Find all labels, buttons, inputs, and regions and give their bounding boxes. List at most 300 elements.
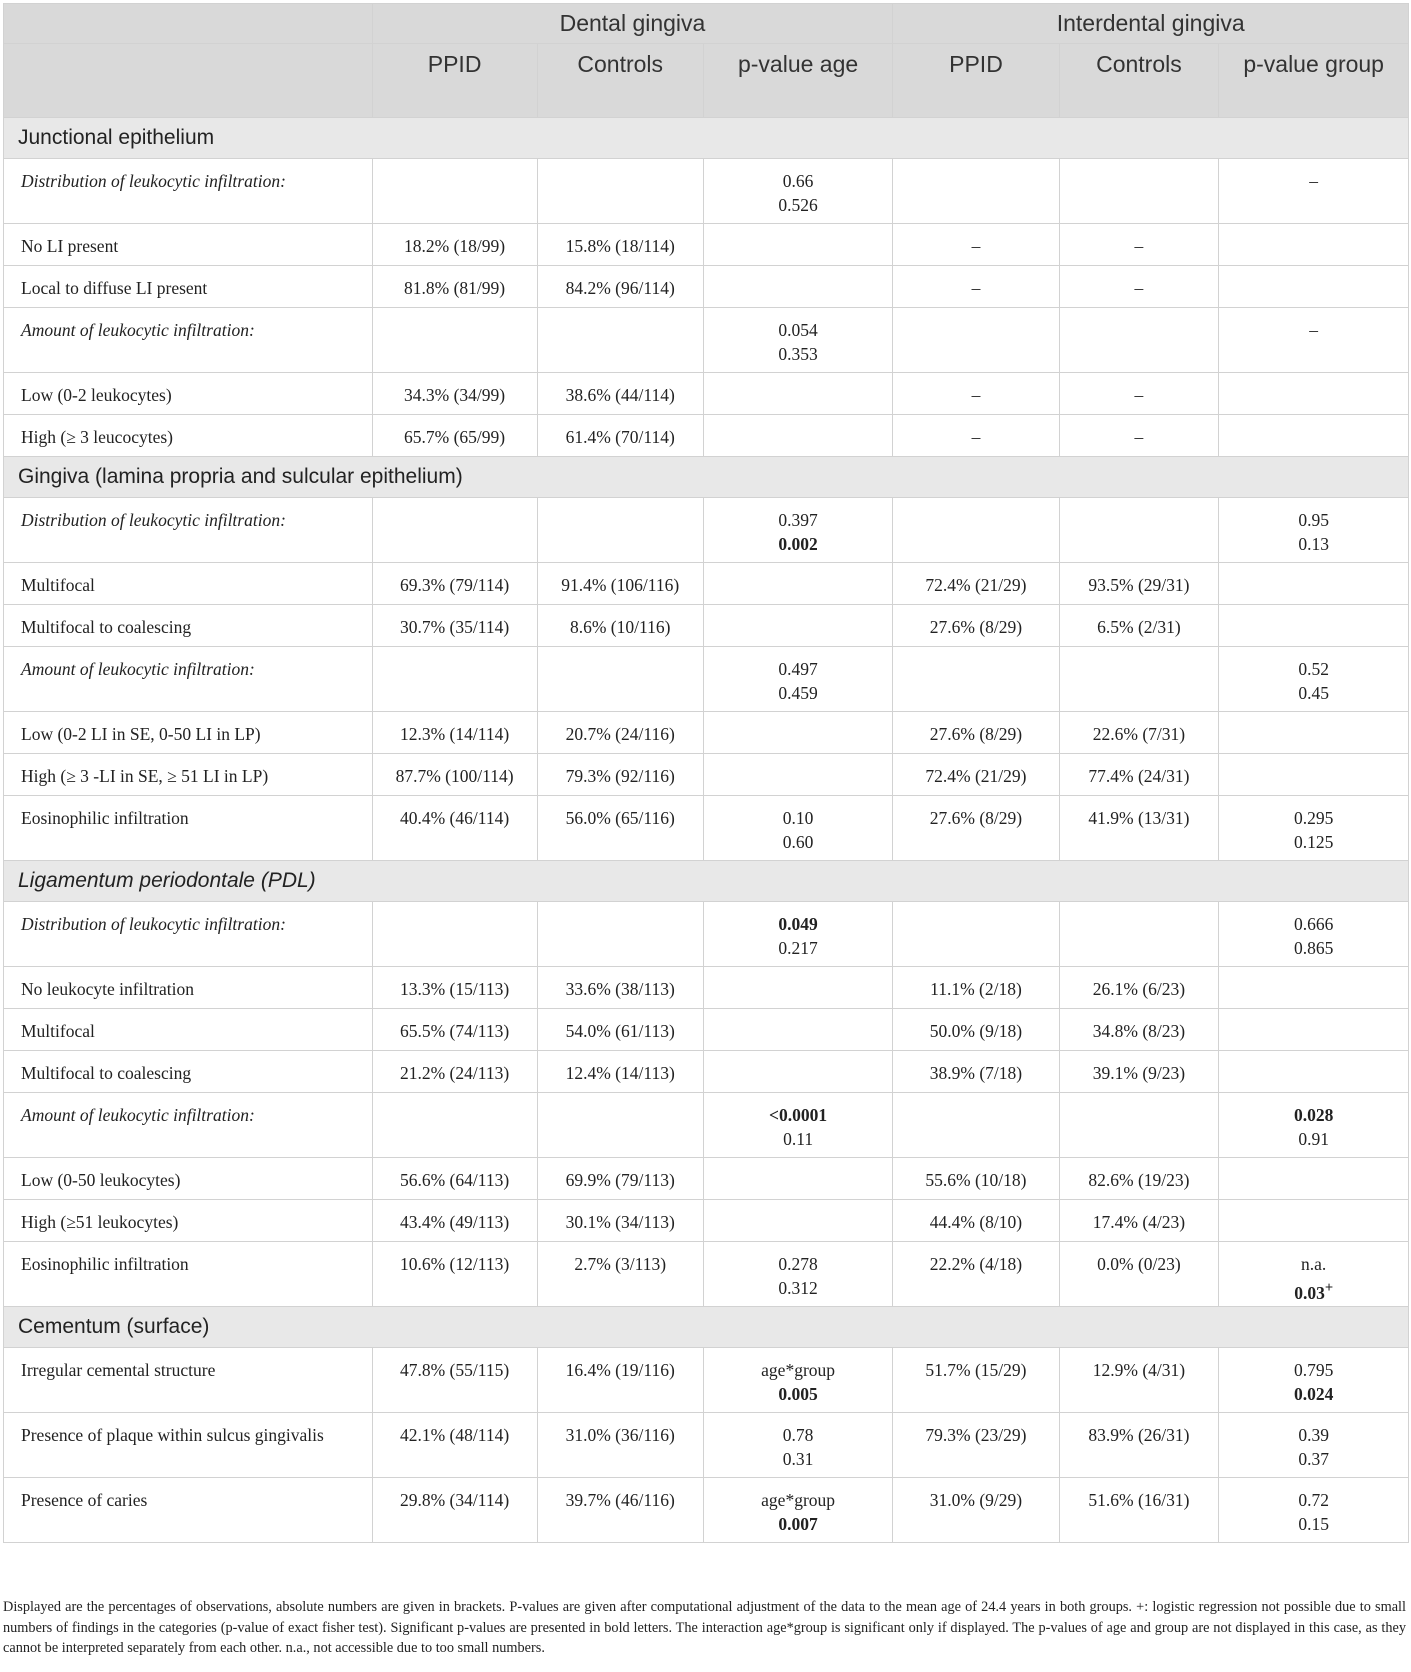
interdental-controls-cell bbox=[1059, 308, 1219, 373]
dental-ppid-cell bbox=[372, 373, 537, 415]
table-row bbox=[4, 159, 1409, 224]
cell-value: – bbox=[1134, 427, 1144, 447]
cell-value: 72.4% (21/29) bbox=[925, 575, 1027, 595]
cell-value: – bbox=[971, 427, 981, 447]
table-row bbox=[4, 902, 1409, 967]
dental-controls-cell bbox=[537, 1051, 703, 1093]
dental-controls-cell bbox=[537, 266, 703, 308]
cell-value: 79.3% (23/29) bbox=[925, 1425, 1027, 1445]
dental-ppid-cell bbox=[372, 605, 537, 647]
dental-controls-cell bbox=[537, 902, 703, 967]
interdental-ppid-cell bbox=[893, 1348, 1059, 1413]
header-col-ppid: PPID bbox=[372, 44, 537, 118]
interdental-ppid-cell bbox=[893, 563, 1059, 605]
p-value-group-cell bbox=[1219, 373, 1409, 415]
table-row bbox=[4, 1348, 1409, 1413]
cell-value-second-line bbox=[1219, 1127, 1408, 1151]
interdental-controls-cell bbox=[1059, 1413, 1219, 1478]
p-value-group-cell bbox=[1219, 902, 1409, 967]
p-value-age-cell bbox=[703, 1478, 893, 1543]
section-title: Junctional epithelium bbox=[4, 118, 1409, 159]
cell-value-second-line bbox=[704, 936, 893, 960]
p-value-group-cell bbox=[1219, 1200, 1409, 1242]
cell-value-text: 0.91 bbox=[1298, 1129, 1329, 1149]
cell-value-second-line bbox=[1219, 936, 1408, 960]
p-value-age-cell bbox=[703, 498, 893, 563]
table-row bbox=[4, 1009, 1409, 1051]
cell-value: 0.10 bbox=[782, 808, 814, 828]
row-label: Local to diffuse LI present bbox=[4, 266, 373, 308]
dental-controls-cell bbox=[537, 224, 703, 266]
row-label: Amount of leukocytic infiltration: bbox=[4, 1093, 373, 1158]
dental-controls-cell bbox=[537, 712, 703, 754]
header-col-controls: Controls bbox=[1059, 44, 1219, 118]
p-value-group-cell bbox=[1219, 266, 1409, 308]
cell-value: 84.2% (96/114) bbox=[565, 278, 675, 298]
cell-value: 34.8% (8/23) bbox=[1092, 1021, 1186, 1041]
interdental-controls-cell bbox=[1059, 712, 1219, 754]
p-value-age-cell bbox=[703, 1051, 893, 1093]
p-value-group-cell bbox=[1219, 712, 1409, 754]
table-row bbox=[4, 1200, 1409, 1242]
cell-value: 12.9% (4/31) bbox=[1092, 1360, 1186, 1380]
cell-value: 20.7% (24/116) bbox=[565, 724, 675, 744]
cell-value-text: 0.459 bbox=[778, 683, 818, 703]
cell-value: 17.4% (4/23) bbox=[1092, 1212, 1186, 1232]
p-value-group-cell bbox=[1219, 967, 1409, 1009]
interdental-ppid-cell bbox=[893, 415, 1059, 457]
cell-value: 15.8% (18/114) bbox=[565, 236, 675, 256]
p-value-group-cell bbox=[1219, 605, 1409, 647]
interdental-controls-cell bbox=[1059, 159, 1219, 224]
dental-controls-cell bbox=[537, 1158, 703, 1200]
cell-value: 65.5% (74/113) bbox=[399, 1021, 510, 1041]
cell-value: 0.028 bbox=[1293, 1105, 1334, 1125]
table-row bbox=[4, 796, 1409, 861]
interdental-ppid-cell bbox=[893, 754, 1059, 796]
dental-controls-cell bbox=[537, 308, 703, 373]
cell-value-second-line bbox=[1219, 1447, 1408, 1471]
cell-value-second-line bbox=[1219, 681, 1408, 705]
row-label: Multifocal to coalescing bbox=[4, 1051, 373, 1093]
dental-ppid-cell bbox=[372, 224, 537, 266]
cell-value: – bbox=[1134, 385, 1144, 405]
p-value-group-cell bbox=[1219, 1158, 1409, 1200]
cell-value: 30.1% (34/113) bbox=[565, 1212, 675, 1232]
dental-ppid-cell bbox=[372, 1158, 537, 1200]
cell-value: 12.3% (14/114) bbox=[399, 724, 510, 744]
row-label: Multifocal bbox=[4, 1009, 373, 1051]
interdental-ppid-cell bbox=[893, 1478, 1059, 1543]
cell-value-second-line bbox=[1219, 1276, 1408, 1305]
cell-value: 12.4% (14/113) bbox=[565, 1063, 675, 1083]
p-value-group-cell bbox=[1219, 1093, 1409, 1158]
interdental-ppid-cell bbox=[893, 1200, 1059, 1242]
cell-value: 16.4% (19/116) bbox=[565, 1360, 675, 1380]
interdental-controls-cell bbox=[1059, 1158, 1219, 1200]
cell-value: 6.5% (2/31) bbox=[1097, 617, 1181, 637]
dental-controls-cell bbox=[537, 1093, 703, 1158]
cell-value: 0.72 bbox=[1298, 1490, 1329, 1510]
table-row bbox=[4, 647, 1409, 712]
p-value-group-cell bbox=[1219, 224, 1409, 266]
dental-controls-cell bbox=[537, 754, 703, 796]
dental-ppid-cell bbox=[372, 159, 537, 224]
header-corner bbox=[4, 44, 373, 118]
dental-ppid-cell bbox=[372, 1348, 537, 1413]
p-value-age-cell bbox=[703, 902, 893, 967]
cell-value: 69.3% (79/114) bbox=[399, 575, 510, 595]
interdental-controls-cell bbox=[1059, 563, 1219, 605]
cell-value-text: 0.002 bbox=[778, 534, 818, 554]
cell-value-text: 0.312 bbox=[778, 1278, 818, 1298]
dental-ppid-cell bbox=[372, 1200, 537, 1242]
section-header-row bbox=[4, 118, 1409, 159]
p-value-age-cell bbox=[703, 563, 893, 605]
interdental-controls-cell bbox=[1059, 967, 1219, 1009]
cell-value-text: 0.13 bbox=[1298, 534, 1329, 554]
superscript-marker: + bbox=[1324, 1280, 1334, 1296]
table-footnote: Displayed are the percentages of observations, absolute numbers are given in brackets. P-values are given after computational adjustment of the data to the mean age of 24.4 years in both groups. +: logistic regression not possible due to small numbers of findings in the categories (p-value of exact fisher test). Significant p-values are presented in bold letters. The interaction age*group is significant only if displayed. The p-values of age and group are not displayed in this case, as they cannot be interpreted separately from each other. n.a., not accessible due to too small numbers. bbox=[3, 1599, 1406, 1656]
interdental-controls-cell bbox=[1059, 902, 1219, 967]
cell-value: 0.78 bbox=[782, 1425, 814, 1445]
cell-value: 56.6% (64/113) bbox=[399, 1170, 510, 1190]
cell-value: 0.66 bbox=[782, 171, 814, 191]
dental-controls-cell bbox=[537, 1242, 703, 1307]
cell-value: 39.1% (9/23) bbox=[1092, 1063, 1186, 1083]
header-column-row bbox=[4, 44, 1409, 118]
row-label: Eosinophilic infiltration bbox=[4, 796, 373, 861]
cell-value-second-line bbox=[704, 1447, 893, 1471]
table-row bbox=[4, 373, 1409, 415]
cell-value-text: 0.007 bbox=[778, 1514, 818, 1534]
cell-value-second-line bbox=[704, 342, 893, 366]
interdental-controls-cell bbox=[1059, 647, 1219, 712]
p-value-group-cell bbox=[1219, 1478, 1409, 1543]
row-label: High (≥51 leukocytes) bbox=[4, 1200, 373, 1242]
p-value-age-cell bbox=[703, 224, 893, 266]
cell-value: 41.9% (13/31) bbox=[1088, 808, 1190, 828]
dental-ppid-cell bbox=[372, 563, 537, 605]
row-label: Irregular cemental structure bbox=[4, 1348, 373, 1413]
p-value-group-cell bbox=[1219, 1242, 1409, 1307]
table-row bbox=[4, 754, 1409, 796]
table-row bbox=[4, 605, 1409, 647]
interdental-ppid-cell bbox=[893, 373, 1059, 415]
interdental-ppid-cell bbox=[893, 1051, 1059, 1093]
interdental-ppid-cell bbox=[893, 159, 1059, 224]
dental-ppid-cell bbox=[372, 754, 537, 796]
dental-controls-cell bbox=[537, 647, 703, 712]
cell-value: – bbox=[1309, 320, 1319, 340]
dental-ppid-cell bbox=[372, 1051, 537, 1093]
p-value-group-cell bbox=[1219, 754, 1409, 796]
p-value-group-cell bbox=[1219, 415, 1409, 457]
cell-value: 29.8% (34/114) bbox=[399, 1490, 510, 1510]
p-value-age-cell bbox=[703, 647, 893, 712]
dental-controls-cell bbox=[537, 498, 703, 563]
interdental-ppid-cell bbox=[893, 224, 1059, 266]
cell-value-second-line bbox=[704, 830, 893, 854]
table-row bbox=[4, 712, 1409, 754]
table-row bbox=[4, 1093, 1409, 1158]
cell-value-text: 0.15 bbox=[1298, 1514, 1329, 1534]
interdental-controls-cell bbox=[1059, 266, 1219, 308]
p-value-age-cell bbox=[703, 796, 893, 861]
p-value-group-cell bbox=[1219, 796, 1409, 861]
interdental-controls-cell bbox=[1059, 1009, 1219, 1051]
cell-value: 30.7% (35/114) bbox=[399, 617, 510, 637]
cell-value: 33.6% (38/113) bbox=[565, 979, 675, 999]
section-title: Ligamentum periodontale (PDL) bbox=[4, 861, 1409, 902]
table-row bbox=[4, 967, 1409, 1009]
table-row bbox=[4, 266, 1409, 308]
row-label: Low (0-2 LI in SE, 0-50 LI in LP) bbox=[4, 712, 373, 754]
cell-value-second-line bbox=[704, 1512, 893, 1536]
p-value-age-cell bbox=[703, 712, 893, 754]
cell-value: 34.3% (34/99) bbox=[404, 385, 506, 405]
cell-value: 54.0% (61/113) bbox=[565, 1021, 675, 1041]
cell-value-text: 0.125 bbox=[1293, 832, 1334, 852]
cell-value: 2.7% (3/113) bbox=[574, 1254, 667, 1274]
cell-value: 0.295 bbox=[1293, 808, 1334, 828]
cell-value-text: 0.865 bbox=[1293, 938, 1334, 958]
cell-value: 43.4% (49/113) bbox=[399, 1212, 510, 1232]
cell-value: – bbox=[971, 278, 981, 298]
dental-controls-cell bbox=[537, 1009, 703, 1051]
cell-value: 61.4% (70/114) bbox=[565, 427, 675, 447]
interdental-ppid-cell bbox=[893, 1093, 1059, 1158]
cell-value: – bbox=[971, 385, 981, 405]
table-row bbox=[4, 563, 1409, 605]
p-value-group-cell bbox=[1219, 1413, 1409, 1478]
dental-ppid-cell bbox=[372, 712, 537, 754]
cell-value: 40.4% (46/114) bbox=[399, 808, 510, 828]
interdental-ppid-cell bbox=[893, 308, 1059, 373]
p-value-group-cell bbox=[1219, 498, 1409, 563]
p-value-age-cell bbox=[703, 1158, 893, 1200]
dental-controls-cell bbox=[537, 967, 703, 1009]
cell-value: age*group bbox=[761, 1360, 836, 1380]
row-label: Multifocal bbox=[4, 563, 373, 605]
table-row bbox=[4, 1478, 1409, 1543]
row-label: Multifocal to coalescing bbox=[4, 605, 373, 647]
table-row bbox=[4, 308, 1409, 373]
dental-ppid-cell bbox=[372, 1413, 537, 1478]
cell-value: 0.278 bbox=[778, 1254, 818, 1274]
cell-value: 47.8% (55/115) bbox=[399, 1360, 510, 1380]
p-value-group-cell bbox=[1219, 647, 1409, 712]
cell-value: 79.3% (92/116) bbox=[565, 766, 675, 786]
header-col-p-value-age: p-value age bbox=[703, 44, 893, 118]
p-value-group-cell bbox=[1219, 563, 1409, 605]
cell-value-second-line bbox=[704, 193, 893, 217]
interdental-controls-cell bbox=[1059, 1348, 1219, 1413]
cell-value: 27.6% (8/29) bbox=[929, 724, 1023, 744]
cell-value-second-line bbox=[704, 1127, 893, 1151]
row-label: Presence of plaque within sulcus gingivalis bbox=[4, 1413, 373, 1478]
cell-value: 0.397 bbox=[778, 510, 818, 530]
table-row bbox=[4, 1242, 1409, 1307]
p-value-group-cell bbox=[1219, 1348, 1409, 1413]
dental-ppid-cell bbox=[372, 1009, 537, 1051]
row-label: Low (0-50 leukocytes) bbox=[4, 1158, 373, 1200]
cell-value: <0.0001 bbox=[769, 1105, 828, 1125]
interdental-controls-cell bbox=[1059, 498, 1219, 563]
dental-controls-cell bbox=[537, 563, 703, 605]
p-value-group-cell bbox=[1219, 1009, 1409, 1051]
cell-value: 22.2% (4/18) bbox=[929, 1254, 1023, 1274]
cell-value: 0.049 bbox=[778, 914, 818, 934]
cell-value: 0.795 bbox=[1293, 1360, 1334, 1380]
cell-value: 81.8% (81/99) bbox=[404, 278, 506, 298]
table-row bbox=[4, 415, 1409, 457]
interdental-ppid-cell bbox=[893, 1242, 1059, 1307]
table-row bbox=[4, 224, 1409, 266]
p-value-age-cell bbox=[703, 373, 893, 415]
table-row bbox=[4, 1051, 1409, 1093]
cell-value: 83.9% (26/31) bbox=[1088, 1425, 1190, 1445]
dental-controls-cell bbox=[537, 1413, 703, 1478]
interdental-controls-cell bbox=[1059, 373, 1219, 415]
header-interdental-gingiva: Interdental gingiva bbox=[893, 4, 1409, 44]
cell-value: 0.497 bbox=[778, 659, 818, 679]
p-value-age-cell bbox=[703, 415, 893, 457]
p-value-age-cell bbox=[703, 754, 893, 796]
cell-value: 0.666 bbox=[1293, 914, 1334, 934]
cell-value-text: 0.005 bbox=[778, 1384, 818, 1404]
cell-value-second-line bbox=[704, 681, 893, 705]
table-row bbox=[4, 1158, 1409, 1200]
row-label: No LI present bbox=[4, 224, 373, 266]
cell-value: 87.7% (100/114) bbox=[395, 766, 514, 786]
interdental-ppid-cell bbox=[893, 605, 1059, 647]
dental-ppid-cell bbox=[372, 266, 537, 308]
dental-ppid-cell bbox=[372, 308, 537, 373]
row-label: Amount of leukocytic infiltration: bbox=[4, 647, 373, 712]
interdental-controls-cell bbox=[1059, 796, 1219, 861]
dental-ppid-cell bbox=[372, 1093, 537, 1158]
cell-value: 82.6% (19/23) bbox=[1088, 1170, 1190, 1190]
cell-value: 42.1% (48/114) bbox=[399, 1425, 510, 1445]
header-group-row bbox=[4, 4, 1409, 44]
row-label: Distribution of leukocytic infiltration: bbox=[4, 902, 373, 967]
cell-value: 11.1% (2/18) bbox=[930, 979, 1022, 999]
header-col-ppid: PPID bbox=[893, 44, 1059, 118]
dental-ppid-cell bbox=[372, 647, 537, 712]
row-label: Distribution of leukocytic infiltration: bbox=[4, 498, 373, 563]
cell-value: 55.6% (10/18) bbox=[925, 1170, 1027, 1190]
cell-value: – bbox=[1134, 278, 1144, 298]
cell-value-second-line bbox=[704, 1276, 893, 1300]
cell-value-second-line bbox=[1219, 1512, 1408, 1536]
interdental-controls-cell bbox=[1059, 1242, 1219, 1307]
cell-value-second-line bbox=[704, 1382, 893, 1406]
interdental-ppid-cell bbox=[893, 266, 1059, 308]
cell-value: age*group bbox=[761, 1490, 836, 1510]
p-value-age-cell bbox=[703, 1413, 893, 1478]
dental-controls-cell bbox=[537, 1348, 703, 1413]
cell-value-second-line bbox=[1219, 1382, 1408, 1406]
cell-value: n.a. bbox=[1301, 1254, 1327, 1274]
section-title: Cementum (surface) bbox=[4, 1307, 1409, 1348]
cell-value-text: 0.217 bbox=[778, 938, 818, 958]
dental-controls-cell bbox=[537, 373, 703, 415]
interdental-controls-cell bbox=[1059, 754, 1219, 796]
cell-value: 22.6% (7/31) bbox=[1092, 724, 1186, 744]
interdental-controls-cell bbox=[1059, 1093, 1219, 1158]
dental-controls-cell bbox=[537, 159, 703, 224]
interdental-ppid-cell bbox=[893, 712, 1059, 754]
header-col-p-value-group: p-value group bbox=[1219, 44, 1409, 118]
p-value-age-cell bbox=[703, 1200, 893, 1242]
row-label: Amount of leukocytic infiltration: bbox=[4, 308, 373, 373]
cell-value: 91.4% (106/116) bbox=[561, 575, 680, 595]
results-table bbox=[3, 3, 1409, 1543]
dental-controls-cell bbox=[537, 796, 703, 861]
dental-ppid-cell bbox=[372, 902, 537, 967]
cell-value: 44.4% (8/10) bbox=[929, 1212, 1023, 1232]
section-header-row bbox=[4, 457, 1409, 498]
interdental-controls-cell bbox=[1059, 1478, 1219, 1543]
p-value-age-cell bbox=[703, 605, 893, 647]
dental-ppid-cell bbox=[372, 1242, 537, 1307]
interdental-controls-cell bbox=[1059, 605, 1219, 647]
table-body bbox=[4, 118, 1409, 1543]
table-row bbox=[4, 1413, 1409, 1478]
interdental-ppid-cell bbox=[893, 902, 1059, 967]
cell-value: 51.6% (16/31) bbox=[1088, 1490, 1190, 1510]
cell-value: 50.0% (9/18) bbox=[929, 1021, 1023, 1041]
p-value-group-cell bbox=[1219, 159, 1409, 224]
row-label: Low (0-2 leukocytes) bbox=[4, 373, 373, 415]
p-value-age-cell bbox=[703, 266, 893, 308]
header-col-controls: Controls bbox=[537, 44, 703, 118]
cell-value: 31.0% (36/116) bbox=[565, 1425, 675, 1445]
cell-value: 0.39 bbox=[1298, 1425, 1329, 1445]
cell-value-text: 0.03 bbox=[1294, 1282, 1325, 1303]
section-header-row bbox=[4, 1307, 1409, 1348]
cell-value: 27.6% (8/29) bbox=[929, 808, 1023, 828]
cell-value-text: 0.353 bbox=[778, 344, 818, 364]
interdental-controls-cell bbox=[1059, 415, 1219, 457]
p-value-age-cell bbox=[703, 1093, 893, 1158]
cell-value: 72.4% (21/29) bbox=[925, 766, 1027, 786]
dental-controls-cell bbox=[537, 1478, 703, 1543]
cell-value: 39.7% (46/116) bbox=[565, 1490, 675, 1510]
dental-ppid-cell bbox=[372, 796, 537, 861]
cell-value-second-line bbox=[1219, 830, 1408, 854]
cell-value: – bbox=[1134, 236, 1144, 256]
p-value-age-cell bbox=[703, 967, 893, 1009]
cell-value: 65.7% (65/99) bbox=[404, 427, 506, 447]
dental-ppid-cell bbox=[372, 1478, 537, 1543]
cell-value-text: 0.45 bbox=[1298, 683, 1329, 703]
cell-value: 13.3% (15/113) bbox=[399, 979, 510, 999]
cell-value-text: 0.60 bbox=[782, 832, 814, 852]
p-value-age-cell bbox=[703, 1242, 893, 1307]
row-label: Distribution of leukocytic infiltration: bbox=[4, 159, 373, 224]
interdental-ppid-cell bbox=[893, 498, 1059, 563]
cell-value: 0.52 bbox=[1298, 659, 1329, 679]
interdental-controls-cell bbox=[1059, 1051, 1219, 1093]
row-label: Eosinophilic infiltration bbox=[4, 1242, 373, 1307]
section-header-row bbox=[4, 861, 1409, 902]
p-value-age-cell bbox=[703, 159, 893, 224]
cell-value: 56.0% (65/116) bbox=[565, 808, 675, 828]
dental-controls-cell bbox=[537, 605, 703, 647]
dental-ppid-cell bbox=[372, 967, 537, 1009]
